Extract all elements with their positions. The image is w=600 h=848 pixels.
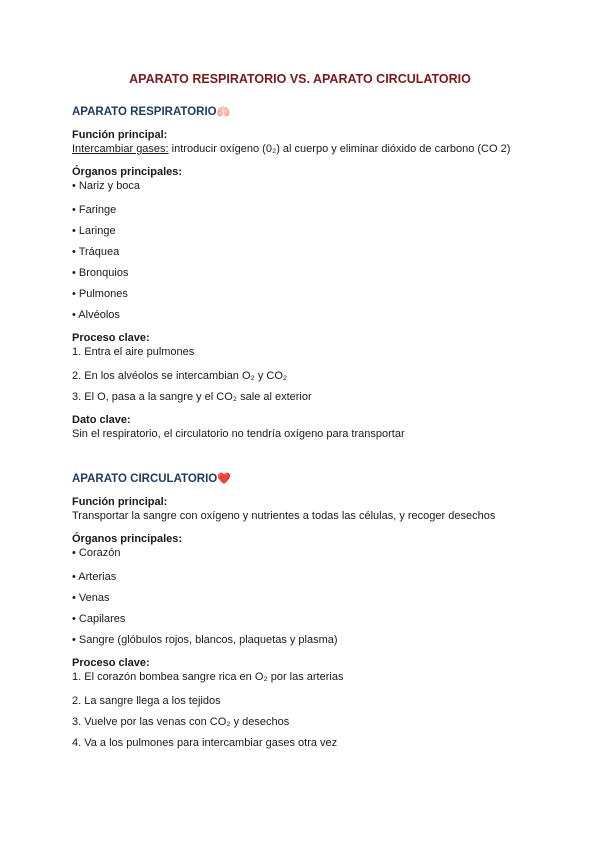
section-heading-respiratorio: [72, 104, 542, 124]
funcion-label: Función principal:: [72, 496, 168, 508]
list-item: • Alvéolos: [72, 309, 120, 321]
organos-label: Órganos principales:: [72, 533, 183, 545]
list-item: • Tráquea: [72, 246, 120, 258]
proceso-label: Proceso clave:: [72, 332, 150, 344]
dato-label: Dato clave:: [72, 414, 131, 426]
list-item: 2. En los alvéolos se intercambian O₂ y CO₂: [72, 370, 288, 382]
heading-text: APARATO RESPIRATORIO: [72, 106, 217, 118]
proceso-label: Proceso clave:: [72, 657, 150, 669]
list-item: • Capilares: [72, 613, 126, 625]
funcion-rest: introducir oxígeno (0₂) al cuerpo y eliminar dióxido de carbono (CO 2): [168, 143, 511, 155]
list-item: • Nariz y boca: [72, 180, 141, 192]
funcion-text: [72, 142, 542, 156]
list-item: • Laringe: [72, 225, 116, 237]
list-item: • Arterias: [72, 571, 117, 583]
funcion-text: Transportar la sangre con oxígeno y nutrientes a todas las células, y recoger desechos: [72, 510, 496, 522]
list-item: • Pulmones: [72, 288, 128, 300]
list-item: 3. El O, pasa a la sangre y el CO₂ sale al exterior: [72, 391, 312, 403]
list-item: 1. El corazón bombea sangre rica en O₂ por las arterias: [72, 671, 344, 683]
heart-icon: ❤️: [217, 473, 231, 485]
list-item: • Faringe: [72, 204, 117, 216]
list-item: • Venas: [72, 592, 110, 604]
list-item: 1. Entra el aire pulmones: [72, 346, 195, 358]
list-item: 2. La sangre llega a los tejidos: [72, 695, 221, 707]
funcion-label: Función principal:: [72, 129, 168, 141]
organos-label: Órganos principales:: [72, 166, 183, 178]
list-item: • Sangre (glóbulos rojos, blancos, plaquetas y plasma): [72, 634, 338, 646]
section-respiratorio: [72, 104, 542, 441]
funcion-underlined: Intercambiar gases:: [72, 143, 169, 155]
list-item: 4. Va a los pulmones para intercambiar gases otra vez: [72, 737, 338, 749]
lungs-icon: 🫁: [216, 106, 231, 118]
list-item: • Corazón: [72, 547, 121, 559]
document-title: APARATO RESPIRATORIO VS. APARATO CIRCULATORIO: [129, 72, 471, 86]
list-item: • Bronquios: [72, 267, 129, 279]
heading-text: APARATO CIRCULATORIO: [72, 473, 218, 485]
section-heading-circulatorio: [72, 471, 542, 491]
section-circulatorio: [72, 471, 542, 754]
dato-text: Sin el respiratorio, el circulatorio no tendría oxígeno para transportar: [72, 428, 405, 440]
list-item: 3. Vuelve por las venas con CO₂ y desechos: [72, 716, 290, 728]
